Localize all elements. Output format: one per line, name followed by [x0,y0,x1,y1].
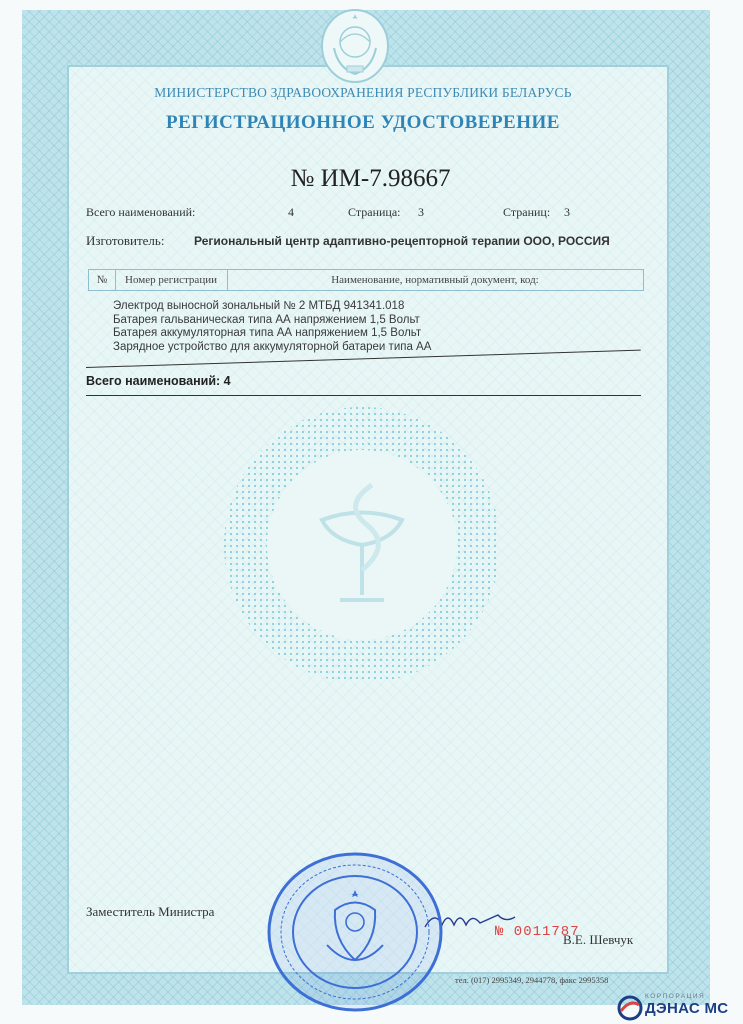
total-items-summary: Всего наименований: 4 [86,374,231,388]
table-header [88,269,644,291]
column-number: № [89,270,116,290]
list-item: Батарея гальваническая типа АА напряжением 1,5 Вольт [113,313,420,326]
list-item: Зарядное устройство для аккумуляторной батареи типа АА [113,340,432,353]
medical-watermark-icon [222,405,502,685]
ministry-name: МИНИСТЕРСТВО ЗДРАВООХРАНЕНИЯ РЕСПУБЛИКИ БЕЛАРУСЬ [154,85,572,100]
manufacturer-label: Изготовитель: [86,233,165,248]
list-item: Электрод выносной зональный № 2 МТБД 941341.018 [113,300,405,312]
pages-value: 3 [564,205,570,219]
signer-position: Заместитель Министра [86,904,215,919]
contact-phones: тел. (017) 2995349, 2944778, факс 2995358 [455,975,609,985]
manufacturer-value: Региональный центр адаптивно-рецепторной терапии ООО, РОССИЯ [194,234,610,248]
logo-title: ДЭНАС МС [645,1000,729,1017]
column-registration: Номер регистрации [115,270,228,290]
official-seal-stamp [265,850,445,1015]
logo-subtitle: КОРПОРАЦИЯ [645,993,706,1000]
item-list [113,300,431,354]
total-items-value: 4 [288,205,294,219]
pages-label: Страниц: [503,205,551,219]
denas-logo [615,993,743,1024]
certificate-number: № ИМ-7.98667 [290,165,451,192]
page-value: 3 [418,205,424,219]
column-name: Наименование, нормативный документ, код: [331,274,539,286]
state-emblem-icon [320,8,390,84]
divider [86,395,641,396]
denas-logo-icon [617,995,643,1021]
document-title: РЕГИСТРАЦИОННОЕ УДОСТОВЕРЕНИЕ [166,112,560,133]
signer-name: В.Е. Шевчук [563,932,634,947]
form-serial-number: № 0011787 [495,924,580,940]
total-items-label: Всего наименований: [86,205,196,219]
page-label: Страница: [348,205,401,219]
list-item: Батарея аккумуляторная типа АА напряжением 1,5 Вольт [113,327,422,339]
